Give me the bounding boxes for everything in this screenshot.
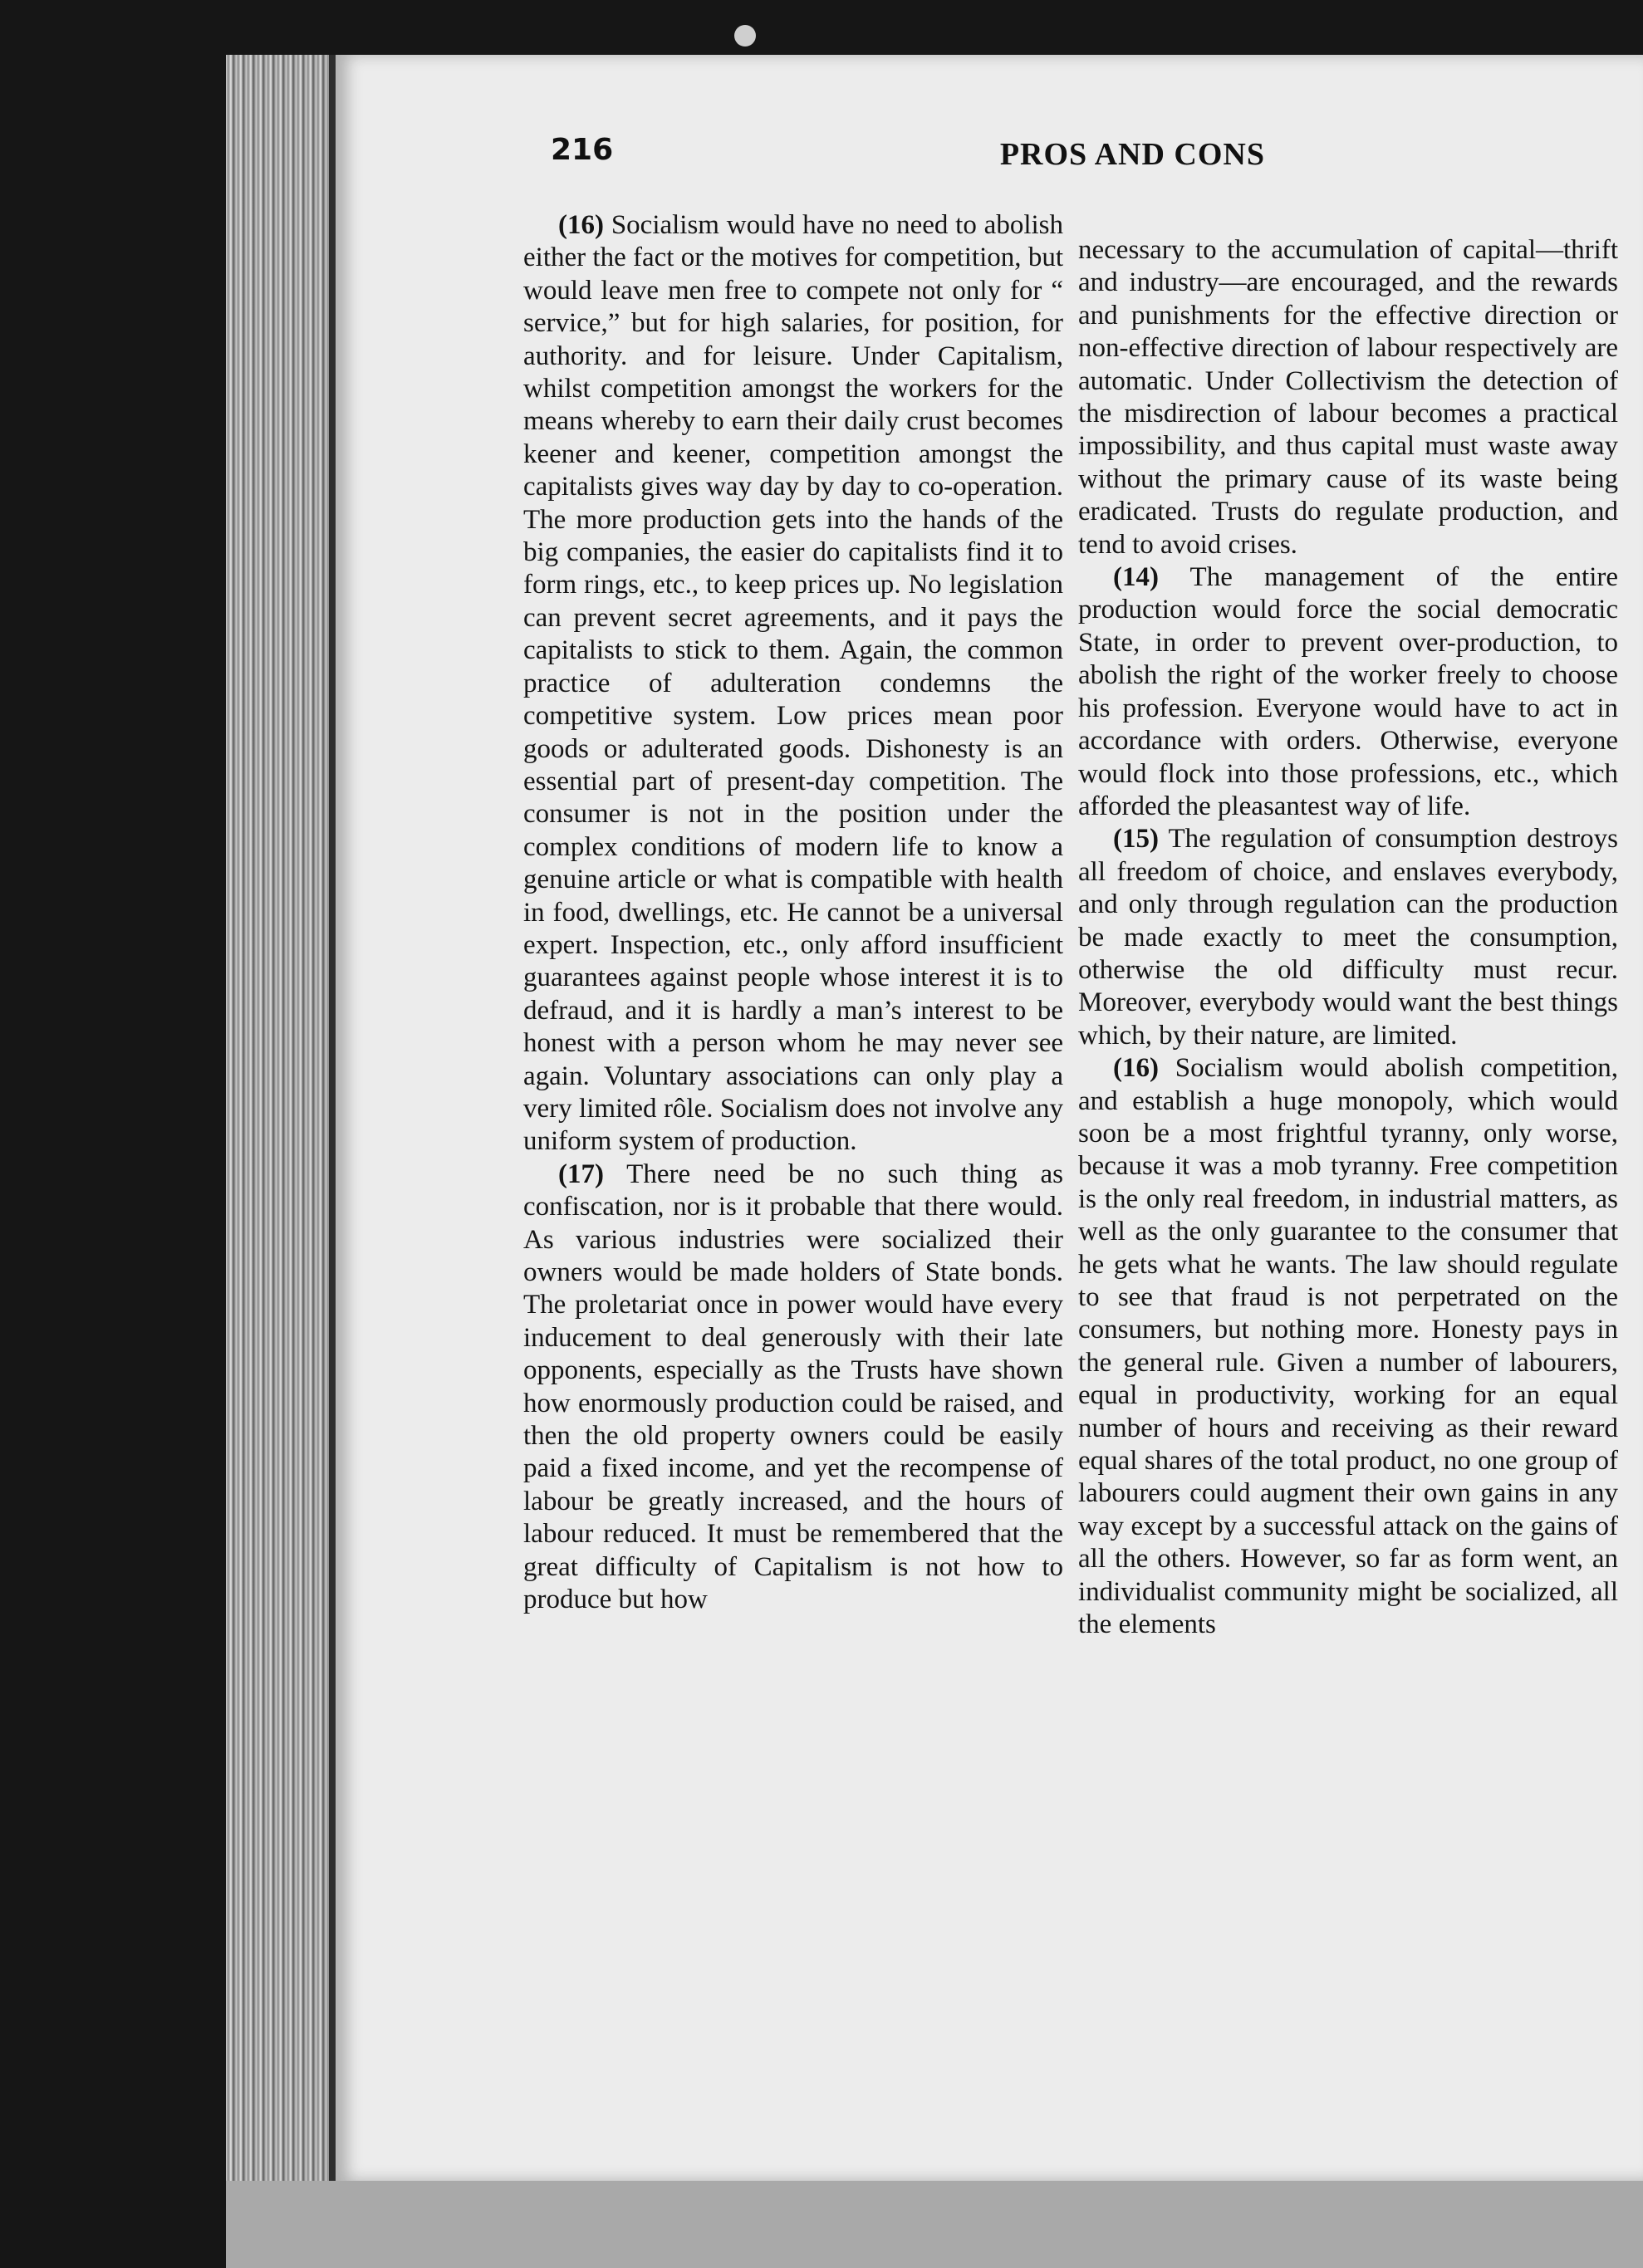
page-number: 216 [551, 133, 614, 167]
paragraph-number: (14) [1113, 562, 1159, 593]
paragraph-text: The regulation of consumption destroys all freedom of choice, and enslaves everybody, and only through regulation can the production be made exactly to meet the consumption, otherwise the old difficulty must recur. Moreover, everybody would want the best things which, by their nature, are limited. [1078, 824, 1618, 1051]
page-bottom-edge [226, 2181, 1643, 2268]
paragraph-text: necessary to the accumulation of capital—thrift and industry—are encouraged, and the rewards and punishments for the effective direction or non-effective direction of labour respectively are automatic. Under Collectivism the detection of the misdirection of labour becomes a practical impossibility, and thus capital must waste away without the primary cause of its waste being eradicated. Trusts do regulate production, and tend to avoid crises. [1078, 235, 1618, 560]
paragraph-text: There need be no such thing as confiscation, nor is it probable that there would. As various industries were socialized their owners would be made holders of State bonds. The proletariat once in power would have every inducement to deal generously with their late opponents, especially as the Trusts have shown how enormously production could be raised, and then the old property owners could be easily paid a fixed income, and yet the recompense of labour be greatly increased, and the hours of labour reduced. It must be remembered that the great difficulty of Capitalism is not how to produce but how [523, 1158, 1064, 1615]
running-title: PROS AND CONS [999, 137, 1265, 172]
paragraph-number: (16) [1113, 1053, 1159, 1084]
scan-speck [734, 25, 756, 47]
paragraph [1078, 823, 1618, 1052]
paragraph [1078, 561, 1618, 823]
paragraph [523, 1158, 1063, 1617]
paragraph [1078, 1052, 1618, 1641]
paragraph-number: (15) [1113, 824, 1159, 855]
paragraph-text: Socialism would abolish competition, and establish a huge monopoly, which would soon be a most frightful tyranny, only worse, because it was a mob tyranny. Free competition is the only real freedom, in industrial matters, as well as the only guarantee to the consumer that he gets what he wants. The law should regulate to see that fraud is not perpetrated on the consumers, but nothing more. Honesty pays in the general rule. Given a number of labourers, equal in productivity, working for an equal number of hours and receiving as their reward equal shares of the total product, no one group of labourers could augment their own gains in any way except by a successful attack on the gains of all the others. However, so far as form went, an individualist community might be socialized, all the elements [1078, 1053, 1618, 1640]
page-header [551, 133, 1265, 191]
paragraph [523, 209, 1063, 1158]
book-binding [226, 55, 338, 2181]
paragraph-continued [1078, 234, 1618, 561]
right-column [1078, 234, 1618, 1641]
left-column [523, 209, 1063, 1616]
paragraph-number: (17) [558, 1158, 604, 1189]
paragraph-number: (16) [558, 210, 604, 240]
paragraph-text: The management of the entire production would force the social democratic State, in order to prevent over-production, to abolish the right of the worker freely to choose his profession. Everyone would have to act in accordance with orders. Otherwise, everyone would flock into those professions, etc., which afforded the pleasantest way of life. [1078, 562, 1618, 821]
paragraph-text: Socialism would have no need to abolish either the fact or the motives for competition, but would leave men free to compete not only for “ service,” but for high salaries, for position, for authority. and for leisure. Under Capitalism, whilst competition amongst the workers for the means whereby to earn their daily crust becomes keener and keener, competition amongst the capitalists gives way day by day to co-operation. The more production gets into the hands of the big companies, the easier do capitalists find it to form rings, etc., to keep prices up. No legislation can prevent secret agreements, and it pays the capitalists to stick to them. Again, the common practice of adulteration condemns the competitive system. Low prices mean poor goods or adulterated goods. Dishonesty is an essential part of present-day competition. The consumer is not in the position under the complex conditions of modern life to know a genuine article or what is compatible with health in food, dwellings, etc. He cannot be a universal expert. Inspection, etc., only afford insufficient guarantees against people whose interest it is to defraud, and it is hardly a man’s interest to be honest with a person whom he may never see again. Voluntary associations can only play a very limited rôle. Socialism does not involve any uniform system of production. [523, 210, 1064, 1157]
